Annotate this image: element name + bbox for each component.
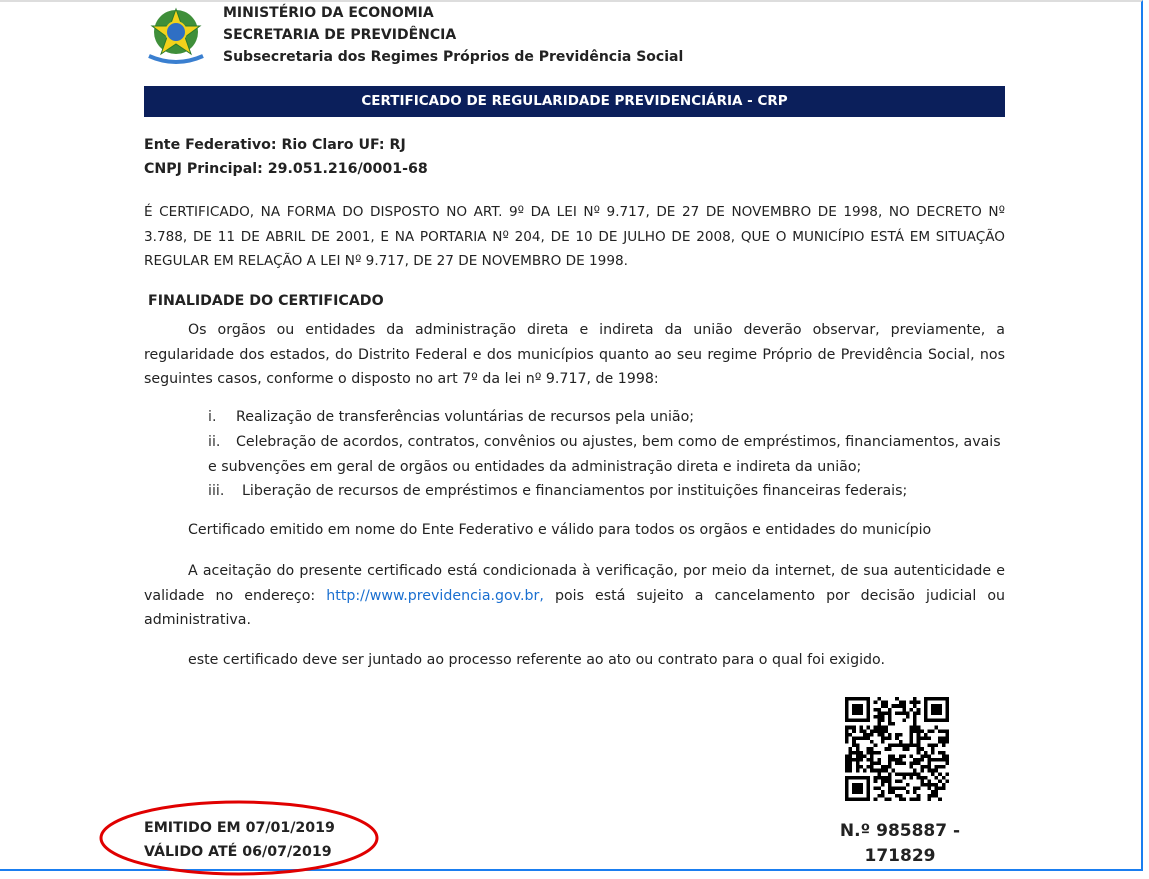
previdencia-link[interactable]: http://www.previdencia.gov.br, <box>326 587 544 604</box>
coat-of-arms-emblem <box>145 4 207 66</box>
issued-on-behalf-text: Certificado emitido em nome do Ente Federativo e válido para todos os orgãos e entidades do município <box>188 522 932 538</box>
acceptance-post: pois está sujeito a cancelamento por decisão judicial ou administrativa. <box>144 587 1006 628</box>
finalidade-heading: FINALIDADE DO CERTIFICADO <box>148 293 384 309</box>
acceptance-pre: A aceitação do presente certificado está condicionada à verificação, por meio da internet, de sua autenticidade e validade no endereço: <box>144 563 1005 604</box>
certificate-number <box>820 819 980 869</box>
list-item <box>208 479 1005 504</box>
list-item <box>208 430 1005 479</box>
attach-instructions: este certificado deve ser juntado ao processo referente ao ato ou contrato para o qual foi exigido. <box>188 652 885 668</box>
number-line-2: 171829 <box>864 846 936 866</box>
secretariat-name: SECRETARIA DE PREVIDÊNCIA <box>223 27 457 43</box>
item-text: Liberação de recursos de empréstimos e financiamentos por instituições financeiras federais; <box>242 483 908 499</box>
acceptance-text <box>144 559 1005 633</box>
qr-code <box>845 697 949 801</box>
item-number: iii. <box>208 483 225 499</box>
ente-federativo: Ente Federativo: Rio Claro UF: RJ <box>144 137 406 153</box>
item-number: ii. <box>208 434 221 450</box>
red-highlight-ellipse <box>98 796 382 876</box>
item-text: Celebração de acordos, contratos, convênios ou ajustes, bem como de empréstimos, financiamentos, avais e subvenções em geral de orgãos ou entidades da administração direta e indireta da união; <box>208 434 1001 475</box>
finalidade-text: Os orgãos ou entidades da administração direta e indireta da união deverão observar, previamente, a regularidade dos estados, do Distrito Federal e dos municípios quanto ao seu regime Próprio de Previdência Social, nos seguintes casos, conforme o disposto no art 7º da lei nº 9.717, de 1998: <box>144 322 1005 387</box>
item-number: i. <box>208 409 217 425</box>
certificate-title-banner: CERTIFICADO DE REGULARIDADE PREVIDENCIÁRIA - CRP <box>144 86 1005 117</box>
item-text: Realização de transferências voluntárias de recursos pela união; <box>236 409 695 425</box>
subsecretariat-name: Subsecretaria dos Regimes Próprios de Previdência Social <box>223 49 684 65</box>
ministry-name: MINISTÉRIO DA ECONOMIA <box>223 5 434 21</box>
number-line-1: N.º 985887 - <box>839 821 961 841</box>
list-item <box>208 405 1005 430</box>
valid-until-date: VÁLIDO ATÉ 06/07/2019 <box>144 844 332 860</box>
issue-date: EMITIDO EM 07/01/2019 <box>144 820 335 836</box>
cnpj-principal: CNPJ Principal: 29.051.216/0001-68 <box>144 161 428 177</box>
certification-statement: É CERTIFICADO, NA FORMA DO DISPOSTO NO ART. 9º DA LEI Nº 9.717, DE 27 DE NOVEMBRO DE 1998, NO DECRETO Nº 3.788, DE 11 DE ABRIL DE 2001, E NA PORTARIA Nº 204, DE 10 DE JULHO DE 2008, QUE O MUNICÍPIO ESTÁ EM SITUAÇÃO REGULAR EM RELAÇÃO A LEI Nº 9.717, DE 27 DE NOVEMBRO DE 1998. <box>144 204 1005 269</box>
